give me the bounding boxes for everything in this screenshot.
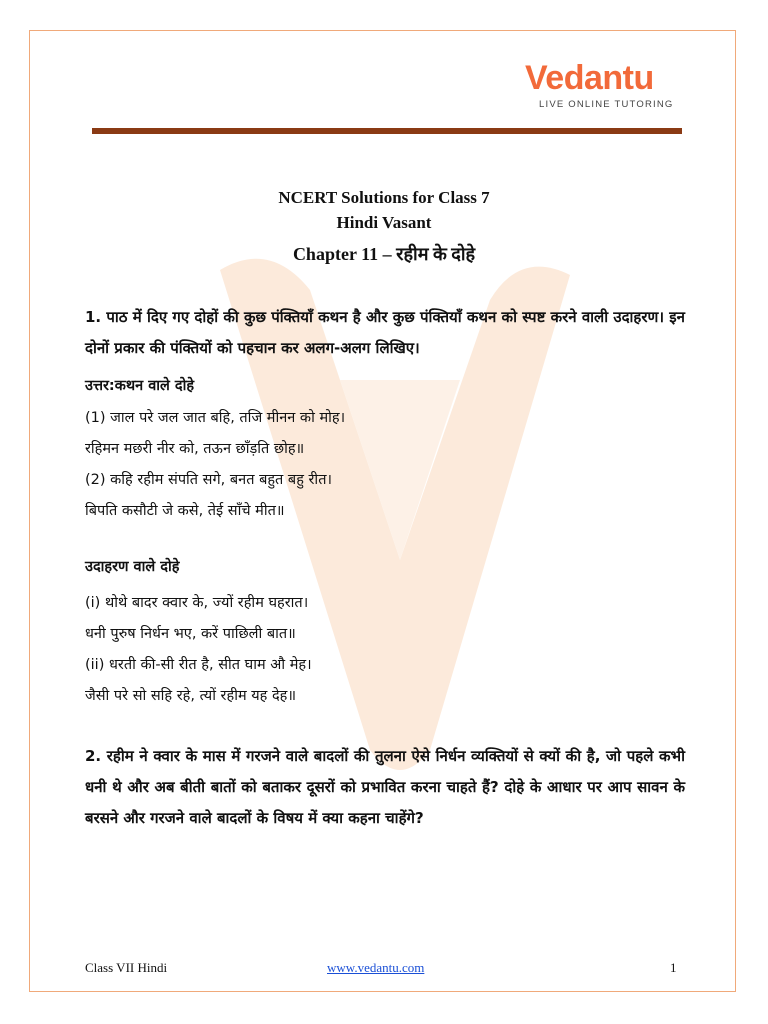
header-rule — [92, 128, 682, 134]
logo-tagline: LIVE ONLINE TUTORING — [539, 99, 674, 110]
footer-class-label: Class VII Hindi — [85, 960, 168, 975]
udaharan-heading: उदाहरण वाले दोहे — [85, 559, 180, 575]
udaharan-line: (i) थोथे बादर क्वार के, ज्यों रहीम घहरात। — [85, 595, 309, 611]
vedantu-logo — [525, 58, 675, 112]
kathan-line: (2) कहि रहीम संपति सगे, बनत बहुत बहु रीत। — [85, 472, 332, 488]
kathan-line: रहिमन मछरी नीर को, तऊन छाँड़ति छोह॥ — [85, 441, 305, 457]
title-line-1: NCERT Solutions for Class 7 — [278, 188, 490, 207]
udaharan-line: धनी पुरुष निर्धन भए, करें पाछिली बात॥ — [85, 626, 296, 642]
chapter-title: Chapter 11 – रहीम के दोहे — [292, 244, 476, 264]
logo-wordmark: Vedantu — [525, 59, 654, 97]
udaharan-line: जैसी परे सो सहि रहे, त्यों रहीम यह देह॥ — [85, 688, 297, 704]
answer-heading: उत्तर:कथन वाले दोहे — [85, 378, 195, 394]
kathan-line: (1) जाल परे जल जात बहि, तजि मीनन को मोह। — [85, 410, 346, 426]
footer-website-link[interactable]: www.vedantu.com — [327, 960, 425, 975]
udaharan-line: (ii) धरती की-सी रीत है, सीत घाम औ मेह। — [85, 657, 312, 673]
question-2: 2. रहीम ने क्वार के मास में गरजने वाले बादलों की तुलना ऐसे निर्धन व्यक्तियों से क्यों की है, जो पहले कभी धनी थे और अब बीती बातों को बताकर दूसरों को प्रभावित करना चाहते हैं? दोहे के आधार पर आप सावन के बरसने और गरजने वाले बादलों के विषय में क्या कहना चाहेंगे? — [85, 747, 685, 827]
page-number: 1 — [670, 960, 677, 975]
kathan-line: बिपति कसौटी जे कसे, तेई साँचे मीत॥ — [85, 503, 285, 519]
question-1: 1. पाठ में दिए गए दोहों की कुछ पंक्तियाँ कथन है और कुछ पंक्तियाँ कथन को स्पष्ट करने वाली उदाहरण। इन दोनों प्रकार की पंक्तियों को पहचान कर अलग-अलग लिखिए। — [85, 308, 685, 357]
title-line-2: Hindi Vasant — [336, 213, 432, 232]
